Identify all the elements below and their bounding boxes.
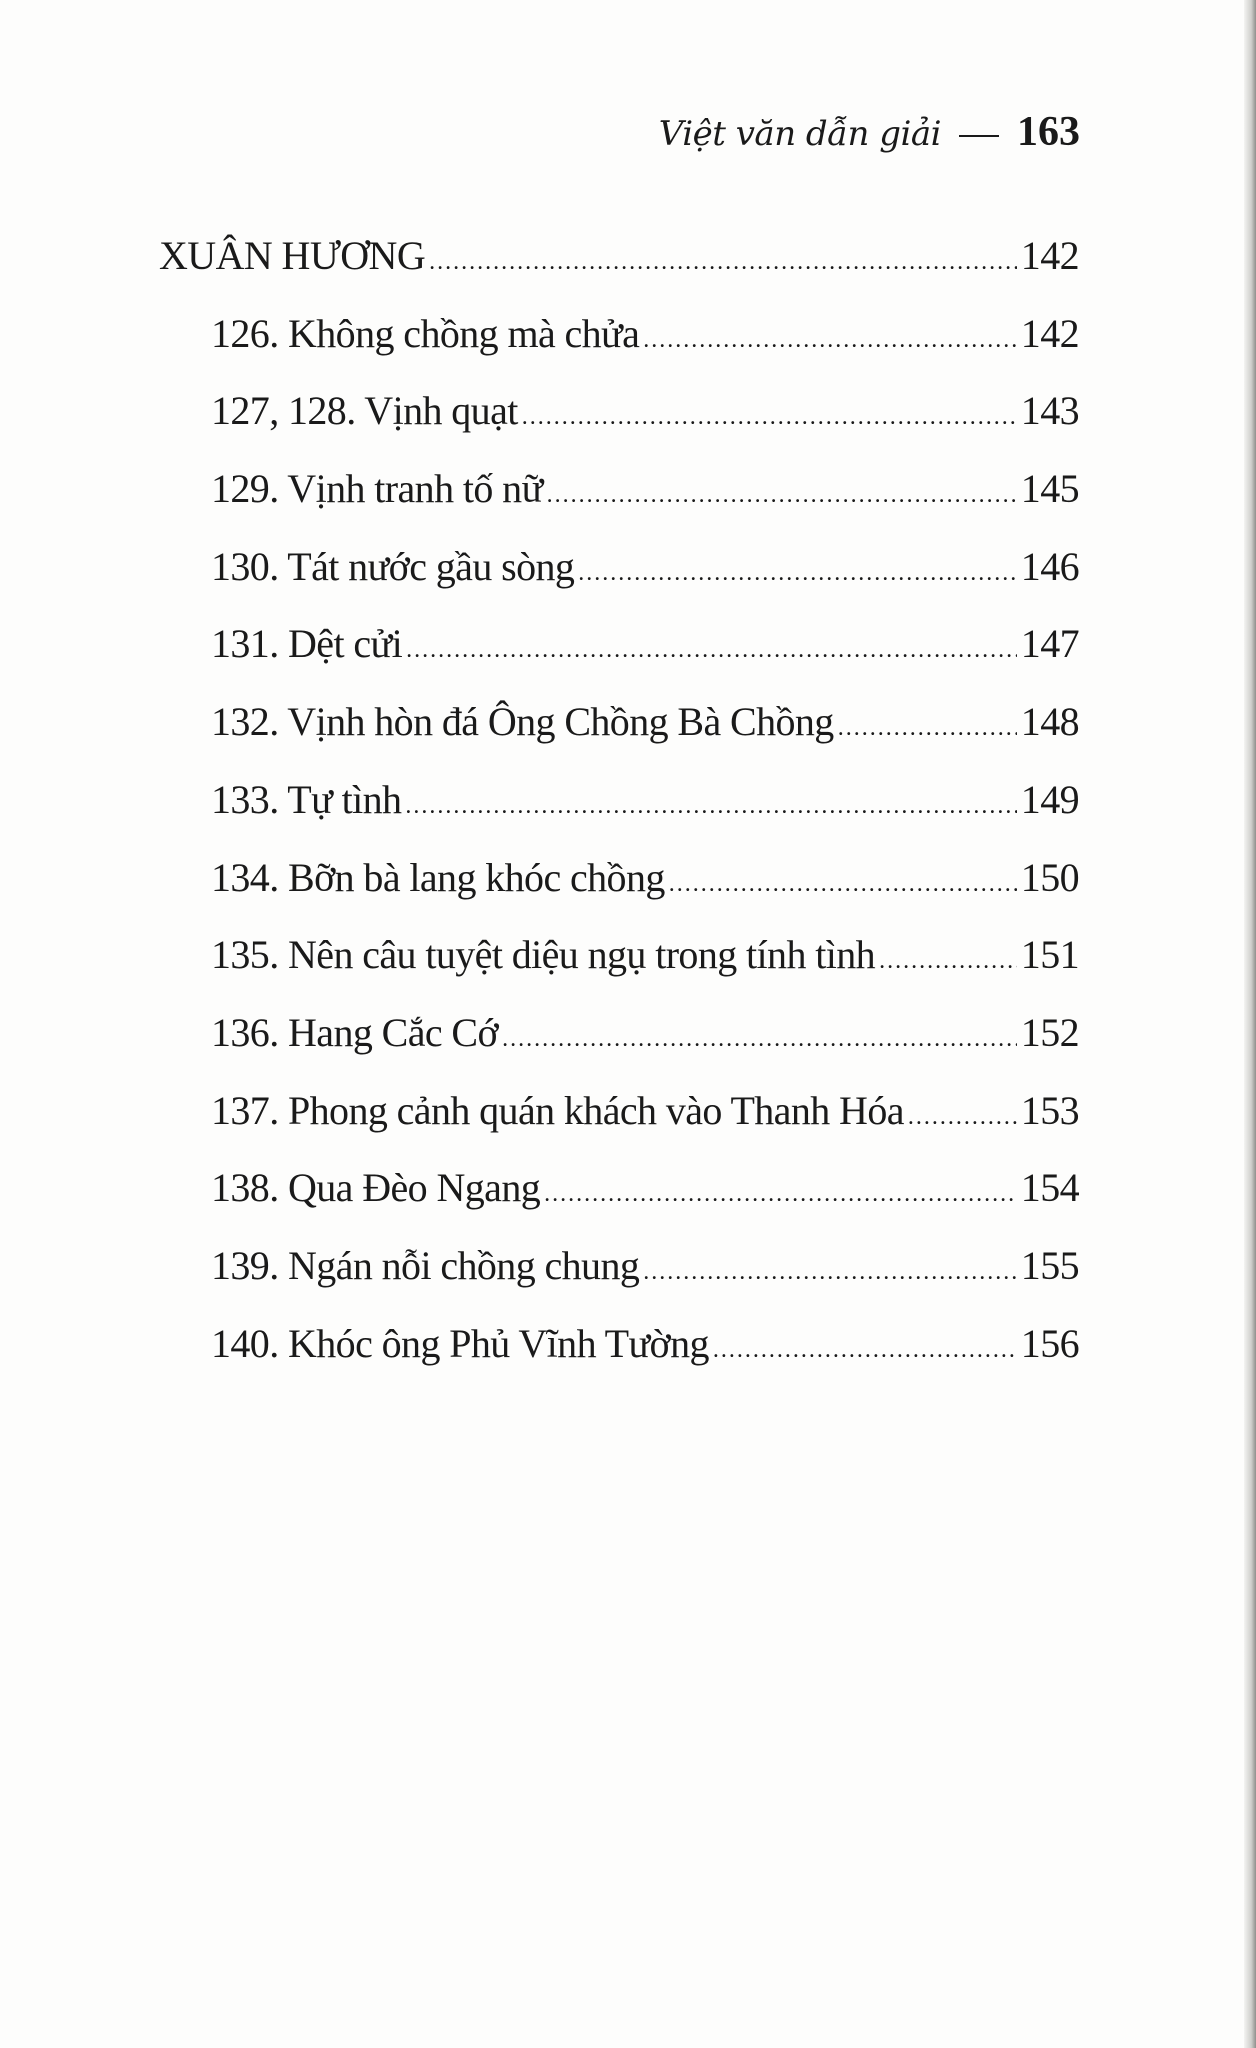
dot-leader — [502, 1026, 1017, 1053]
toc-entry-page: 148 — [1020, 699, 1079, 745]
toc-entry-title: 132. Vịnh hòn đá Ông Chồng Bà Chồng — [211, 699, 834, 745]
toc-entry-title: 130. Tát nước gầu sòng — [211, 543, 575, 589]
toc-entry-title: 138. Qua Đèo Ngang — [211, 1165, 541, 1211]
toc-entry-title: 134. Bỡn bà lang khóc chồng — [211, 854, 665, 900]
dot-leader — [406, 637, 1017, 664]
toc-entry — [159, 310, 1079, 388]
toc-entry-title: 137. Phong cảnh quán khách vào Thanh Hóa — [211, 1087, 904, 1133]
dot-leader — [405, 793, 1016, 820]
toc-entry-page: 145 — [1020, 466, 1079, 512]
dot-leader — [544, 1181, 1017, 1208]
toc-section-page: 142 — [1020, 233, 1079, 278]
toc-entry-title: 129. Vịnh tranh tố nữ — [211, 466, 543, 512]
running-title: Việt văn dẫn giải — [658, 114, 941, 154]
toc-entry-page: 150 — [1020, 854, 1079, 900]
toc-entry — [159, 465, 1079, 543]
toc-section — [159, 232, 1079, 310]
toc-entry-page: 142 — [1020, 310, 1079, 356]
dot-leader — [643, 327, 1017, 354]
page-edge — [1244, 0, 1256, 2048]
toc-entry-title: 139. Ngán nỗi chồng chung — [211, 1242, 640, 1288]
toc-entry-page: 146 — [1020, 543, 1079, 589]
toc-section-title: XUÂN HƯƠNG — [159, 233, 426, 278]
dot-leader — [838, 715, 1017, 742]
toc-entry — [159, 620, 1079, 698]
dot-leader — [643, 1259, 1017, 1286]
toc-entry — [159, 1009, 1079, 1087]
dot-leader — [547, 482, 1017, 509]
toc-entry-page: 156 — [1020, 1320, 1079, 1366]
toc-entry — [159, 776, 1079, 854]
toc-entry — [159, 543, 1079, 621]
toc-entry-page: 149 — [1020, 776, 1079, 822]
toc-entry-page: 154 — [1020, 1165, 1079, 1211]
toc-entry — [159, 1164, 1079, 1242]
toc-entry-page: 155 — [1020, 1242, 1079, 1288]
toc-entry — [159, 698, 1079, 776]
toc-entry — [159, 854, 1079, 932]
page-header — [659, 108, 1080, 156]
dot-leader — [713, 1337, 1017, 1364]
toc-entry — [159, 1320, 1079, 1398]
dot-leader — [908, 1104, 1017, 1131]
toc-entry-page: 151 — [1020, 932, 1079, 978]
toc-entry-page: 143 — [1020, 388, 1079, 434]
toc-entry — [159, 1242, 1079, 1320]
toc-entry-page: 147 — [1020, 621, 1079, 667]
dot-leader — [578, 560, 1017, 587]
dot-leader — [522, 404, 1017, 431]
toc-entry — [159, 387, 1079, 465]
toc-entry — [159, 1087, 1079, 1165]
dot-leader — [669, 871, 1017, 898]
toc-entry — [159, 931, 1079, 1009]
header-dash — [959, 135, 999, 137]
table-of-contents — [159, 232, 1079, 1397]
toc-entry-page: 153 — [1020, 1087, 1079, 1133]
toc-entry-title: 127, 128. Vịnh quạt — [211, 388, 518, 434]
toc-entry-title: 131. Dệt cửi — [211, 621, 403, 667]
toc-entry-title: 135. Nên câu tuyệt diệu ngụ trong tính tình — [211, 932, 876, 978]
toc-entry-title: 140. Khóc ông Phủ Vĩnh Tường — [211, 1320, 709, 1366]
toc-entry-page: 152 — [1020, 1009, 1079, 1055]
dot-leader — [429, 249, 1017, 276]
toc-entry-title: 126. Không chồng mà chửa — [211, 310, 640, 356]
page-number: 163 — [1017, 109, 1080, 155]
dot-leader — [879, 948, 1017, 975]
toc-entry-title: 136. Hang Cắc Cớ — [211, 1009, 499, 1055]
toc-entry-title: 133. Tự tình — [211, 776, 402, 822]
